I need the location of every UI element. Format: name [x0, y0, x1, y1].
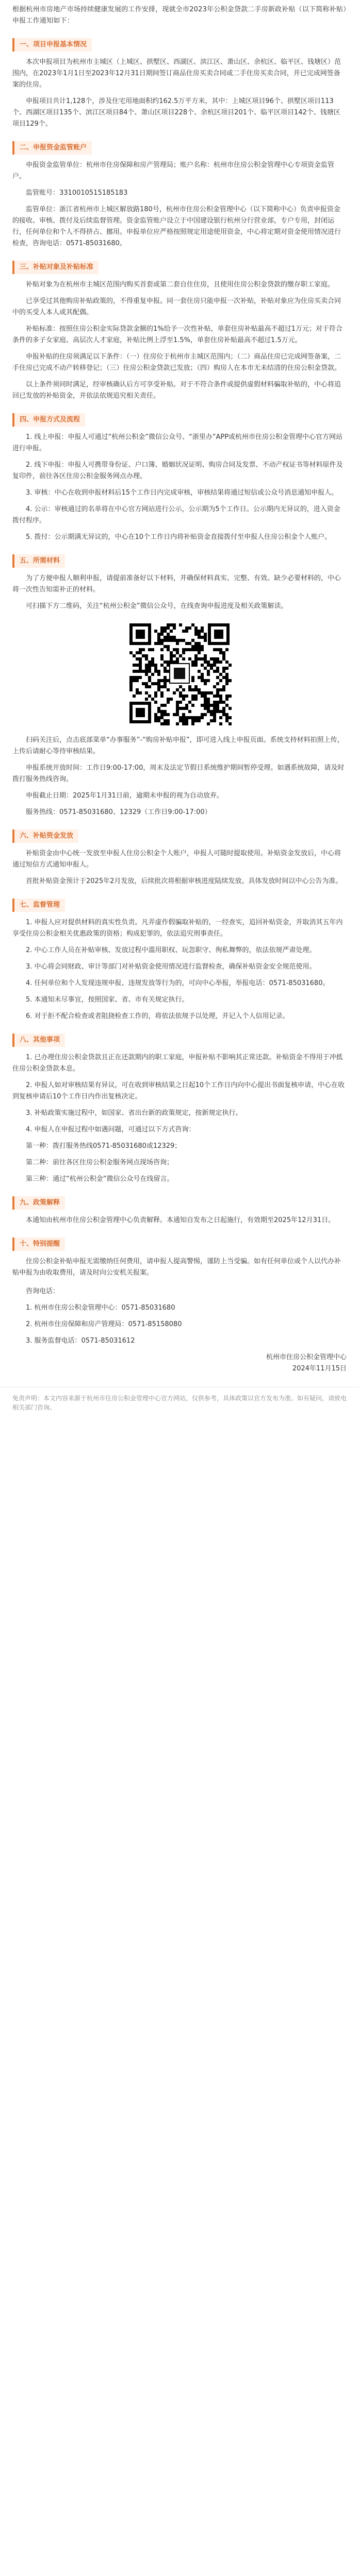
qr-code-image	[125, 619, 234, 727]
section-paragraph: 4. 公示：审核通过的名单将在中心官方网站进行公示，公示期为5个工作日。公示期内无异议的，进入资金拨付程序。	[12, 505, 340, 524]
section-title: 一、项目申报基本情况	[12, 38, 92, 52]
section-title: 六、补贴资金发放	[12, 829, 78, 843]
section	[12, 34, 347, 130]
section-paragraph: 扫码关注后，点击底部菜单“办事服务”-“购房补贴申报”，即可进入线上申报页面。系统支持材料拍照上传，上传后请耐心等待审核结果。	[12, 736, 344, 755]
section-paragraph: 2. 中心工作人员在补贴审核、发放过程中滥用职权、玩忽职守、徇私舞弊的，依法依规严肃处理。	[26, 946, 316, 954]
section-paragraph: 申报截止日期：2025年1月31日前，逾期未申报的视为自动放弃。	[26, 792, 223, 800]
section-paragraph: 第一种：拨打服务热线0571-85031680或12329；	[26, 1142, 182, 1150]
section-paragraph: 1. 线上申报：申报人可通过“杭州公积金”微信公众号、“浙里办”APP或杭州市住房公积金管理中心官方网站进行申报。	[12, 433, 343, 452]
section-paragraph: 为了方便申报人顺利申报，请提前准备好以下材料，并确保材料真实、完整、有效。缺少必要材料的，中心将一次性告知需补正的材料。	[12, 574, 341, 594]
section	[12, 1029, 347, 1185]
section	[12, 409, 347, 543]
section-paragraph: 3. 服务监督电话：0571-85031612	[26, 1337, 135, 1345]
section-paragraph: 申报项目共计1,128个，涉及住宅用地面积约162.5万平方米，其中：上城区项目96个、拱墅区项目113个、西湖区项目135个、滨江区项目84个、萧山区项目228个、余杭区项目201个、临平区项目142个、钱塘区项目129个。	[12, 97, 340, 128]
section-paragraph: 1. 申报人应对提供材料的真实性负责。凡弄虚作假骗取补贴的，一经查实，追回补贴资金，并取消其五年内享受住房公积金相关优惠政策的资格；构成犯罪的，依法追究刑事责任。	[12, 919, 343, 938]
section-paragraph: 以上条件须同时满足，经审核确认后方可享受补贴。对于不符合条件或提供虚假材料骗取补贴的，中心将追回已发放的补贴资金，并依法依规追究相关责任。	[12, 381, 341, 400]
section-paragraph: 咨询电话：	[26, 1287, 60, 1295]
section-paragraph: 3. 中心将会同财政、审计等部门对补贴资金使用情况进行监督检查，确保补贴资金安全规范使用。	[26, 963, 316, 971]
section	[12, 825, 347, 887]
section-paragraph: 3. 审核：中心在收到申报材料后15个工作日内完成审核，审核结果将通过短信或公众号消息通知申报人。	[26, 489, 338, 497]
section	[12, 735, 347, 818]
sections-container	[12, 34, 347, 1347]
section-paragraph: 3. 补贴政策实施过程中，如国家、省出台新的政策规定，按新规定执行。	[26, 1109, 242, 1117]
section-paragraph: 5. 本通知未尽事宜，按照国家、省、市有关规定执行。	[26, 996, 189, 1004]
section-title: 四、申报方式及流程	[12, 413, 85, 427]
section-paragraph: 6. 对于拒不配合检查或者阻挠检查工作的，将依法依规予以处理，并记入个人信用记录。	[26, 1012, 289, 1020]
section-paragraph: 监管账号：3310010515185183	[26, 189, 128, 197]
section-paragraph: 申报补贴的住房须满足以下条件：（一）住房位于杭州市主城区范围内；（二）商品住房已完成网签备案，二手住房已完成不动产转移登记；（三）住房公积金贷款已发放；（四）购房人在本市无未结清的住房公积金贷款。	[12, 353, 341, 372]
section-paragraph: 1. 杭州市住房公积金管理中心：0571-85031680	[26, 1304, 175, 1312]
section-paragraph: 监管单位：浙江省杭州市上城区解放路180号，杭州市住房公积金管理中心（以下简称中心）负责申报资金的接收、审核、拨付及后续监督管理。资金监管账户设立于中国建设银行杭州分行营业部，专户专用，封闭运行，任何单位和个人不得挤占、挪用。申报单位应严格按照规定用途使用资金，中心将定期对资金使用情况进行检查，咨询电话：0571-85031680。	[12, 206, 341, 247]
section-title: 八、其他事项	[12, 1033, 65, 1047]
section-paragraph: 首批补贴资金预计于2025年2月发放，后续批次将根据审核进度陆续发放。具体发放时间以中心公告为准。	[26, 877, 342, 885]
section-title: 三、补贴对象及补贴标准	[12, 261, 99, 274]
section-paragraph: 住房公积金补贴申报无需缴纳任何费用，请申报人提高警惕，谨防上当受骗。如有任何单位或个人以代办补贴申报为由收取费用，请及时向公安机关报案。	[12, 1258, 341, 1277]
section	[12, 1286, 347, 1347]
section-paragraph: 本通知由杭州市住房公积金管理中心负责解释。本通知自发布之日起施行，有效期至2025年12月31日。	[26, 1216, 335, 1224]
section-paragraph: 2. 杭州市住房保障和房产管理局：0571-85158080	[26, 1320, 182, 1328]
section	[12, 137, 347, 249]
section-paragraph: 第二种：前往各区住房公积金服务网点现场咨询；	[26, 1159, 174, 1166]
sign-org: 杭州市住房公积金管理中心	[266, 1353, 347, 1361]
section-paragraph: 5. 拨付：公示期满无异议的，中心在10个工作日内将补贴资金直接拨付至申报人住房公积金个人账户。	[26, 533, 332, 541]
section	[12, 1192, 347, 1226]
section-title: 五、所需材料	[12, 554, 65, 568]
intro-paragraph: 根据杭州市房地产市场持续健康发展的工作安排，现就全市2023年公积金贷款二手房新政补贴（以下简称补贴）申报工作通知如下：	[12, 6, 347, 25]
section-title: 十、特别提醒	[12, 1238, 65, 1251]
section-title: 九、政策解释	[12, 1196, 65, 1210]
signature-block	[12, 1352, 347, 1375]
section-paragraph: 本次申报项目为杭州市主城区（上城区、拱墅区、西湖区、滨江区、萧山区、余杭区、临平区、钱塘区）范围内，在2023年1月1日至2023年12月31日期间签订商品住房买卖合同或二手住房买卖合同，并已完成网签备案的住房。	[12, 58, 341, 89]
section	[12, 257, 347, 402]
section-paragraph: 申报系统开放时间：工作日9:00-17:00，周末及法定节假日系统维护期间暂停受理。如遇系统故障，请及时拨打服务热线咨询。	[12, 764, 345, 783]
section-paragraph: 可扫描下方二维码，关注“杭州公积金”微信公众号，在线查询申报进度及相关政策解读。	[26, 602, 288, 610]
section-paragraph: 补贴资金由中心统一发放至申报人住房公积金个人账户，申报人可随时提取使用。补贴资金发放后，中心将通过短信方式通知申报人。	[12, 850, 341, 869]
section-paragraph: 服务热线：0571-85031680、12329（工作日9:00-17:00）	[26, 808, 211, 816]
section-title: 七、监督管理	[12, 899, 65, 912]
section	[12, 1233, 347, 1279]
section-paragraph: 4. 任何单位和个人发现违规申报、违规发放等行为的，可向中心举报，举报电话：0571-85031680。	[26, 979, 330, 987]
section	[12, 550, 347, 727]
section-title: 二、申报资金监管账户	[12, 141, 92, 155]
section-paragraph: 4. 申报人在申报过程中如遇问题，可通过以下方式咨询：	[26, 1126, 195, 1133]
section-paragraph: 2. 线下申报：申报人可携带身份证、户口簿、婚姻状况证明、购房合同及发票、不动产权证书等材料原件及复印件，前往各区住房公积金服务网点办理。	[12, 461, 343, 480]
section-paragraph: 补贴标准：按照住房公积金实际贷款金额的1%给予一次性补贴，单套住房补贴最高不超过1万元；对于符合条件的多子女家庭、高层次人才家庭，补贴比例上浮至1.5%，单套住房补贴最高不超过1.5万元。	[12, 325, 342, 344]
section-paragraph: 已享受过其他购房补贴政策的，不得重复申报。同一套住房只能申报一次补贴，补贴对象应为住房买卖合同中的买受人本人或其配偶。	[12, 297, 341, 316]
section-paragraph: 1. 已办理住房公积金贷款且正在还款期内的职工家庭，申报补贴不影响其正常还款。补贴资金不得用于冲抵住房公积金贷款本息。	[12, 1054, 343, 1073]
section-paragraph: 2. 申报人如对审核结果有异议，可在收到审核结果之日起10个工作日内向中心提出书面复核申请，中心在收到复核申请后10个工作日内作出复核决定。	[12, 1081, 345, 1100]
sign-date: 2024年11月15日	[292, 1365, 347, 1372]
section-paragraph: 申报资金监管单位：杭州市住房保障和房产管理局；账户名称：杭州市住房公积金管理中心专项资金监管户。	[12, 161, 335, 180]
section-paragraph: 第三种：通过“杭州公积金”微信公众号在线留言。	[26, 1175, 174, 1183]
section-paragraph: 补贴对象为在杭州市主城区范围内购买首套或第二套自住住房，且使用住房公积金贷款的缴存职工家庭。	[26, 281, 335, 289]
footer-disclaimer: 免责声明：本文内容来源于杭州市住房公积金管理中心官方网站，仅供参考，具体政策以官方发布为准。如有疑问，请致电相关部门咨询。	[0, 1387, 359, 1418]
section	[12, 894, 347, 1022]
